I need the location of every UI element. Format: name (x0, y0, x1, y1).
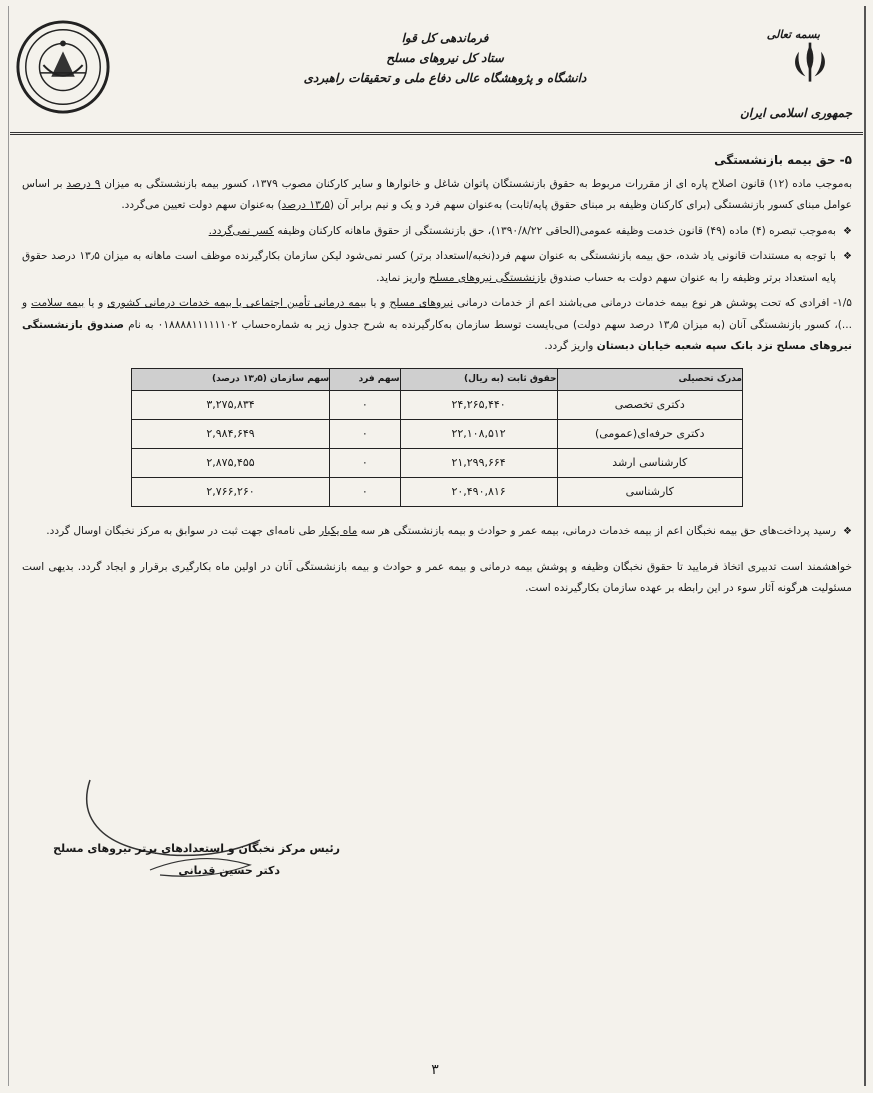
p15-text-c: و یا (88, 297, 104, 309)
bullet1-text: به‌موجب تبصره (۴) ماده (۴۹) قانون خدمت وظیفه عمومی(الحاقی ۱۳۹۰/۸/۲۲)، حق بازنشستگی از حقوق ماهانه کارکنان وظیفه (277, 224, 836, 237)
bullet-item (22, 521, 852, 543)
intro-text-2: بر اساس عوامل مبنای کسور بازنشستگی (برای کارکنان وظیفه بر مبنای حقوق پایه/ثابت) به‌عنوان سهم فرد و یک و نیم برابر آن ( (22, 177, 852, 211)
table-cell: دکتری تخصصی (557, 391, 742, 420)
bullet-diamond-icon: ❖ (843, 251, 852, 262)
table-cell: ۲۰,۴۹۰,۸۱۶ (400, 478, 557, 507)
paragraph-1-5 (22, 293, 852, 358)
p15-bold: صندوق بازنشستگی نیروهای مسلح نزد بانک سپه شعبه خیابان دبستان (22, 318, 852, 352)
intro-underline-2: ۱۳٫۵ درصد (281, 199, 330, 211)
header-line-3: دانشگاه و پژوهشگاه عالی دفاع ملی و تحقیقات راهبردی (303, 71, 587, 85)
p15-text-a: ۱/۵- افرادی که تحت پوشش هر نوع بیمه خدمات درمانی می‌باشند اعم از خدمات درمانی (456, 297, 852, 309)
header-divider (10, 132, 863, 135)
column-header: سهم سازمان (۱۳٫۵ درصد) (132, 368, 330, 391)
bullet3-text-end: طی نامه‌ای جهت ثبت در سوابق به مرکز نخبگان اوسال گردد. (46, 525, 316, 537)
table-cell: کارشناسی ارشد (557, 449, 742, 478)
table-cell: ۲,۹۸۴,۶۴۹ (132, 420, 330, 449)
bullet-diamond-icon: ❖ (843, 526, 852, 537)
table-cell: ۲۴,۲۶۵,۴۴۰ (400, 391, 557, 420)
p15-underline-3: بیمه سلامت (31, 297, 85, 309)
intro-text-1: به‌موجب ماده (۱۲) قانون اصلاح پاره ای از مقررات مربوط به حقوق بازنشستگان پاتوان شاغل و خانوارها و سایر کارکنان مصوب ۱۳۷۹، کسور بیمه بازنشستگی به میزان (104, 177, 853, 190)
army-seal-icon (14, 18, 112, 116)
p15-text-b: و یا (370, 297, 386, 309)
signatory-title: رئیس مرکز نخبگان و استعدادهای برتر نیروهای مسلح (53, 842, 340, 855)
letterhead (0, 0, 873, 140)
p15-text-e: واریز گردد. (544, 340, 594, 352)
intro-paragraph (22, 174, 852, 217)
table-cell: ۰ (330, 449, 401, 478)
intro-text-3: ) به‌عنوان سهم دولت تعیین می‌گردد. (121, 199, 282, 211)
institution-title (300, 28, 590, 88)
iran-emblem-icon (780, 40, 840, 92)
signatory-name: دکتر حسین قدیانی (178, 864, 280, 877)
table-cell: ۰ (330, 420, 401, 449)
bullet1-underline: کسر نمی‌گردد. (208, 224, 274, 237)
p15-text-d: و ...)، کسور بازنشستگی آنان (به میزان ۱۳٫۵ درصد سهم دولت) می‌بایست توسط سازمان به‌کارگیرنده به شرح جدول زیر به شماره‌حساب ۰۱۸۸۸۸۱۱۱۱۱۱۰۲ به نام (22, 297, 852, 331)
bullet-diamond-icon: ❖ (843, 225, 852, 237)
bullet3-text: رسید پرداخت‌های حق بیمه نخبگان اعم از بیمه خدمات درمانی، بیمه عمر و حوادث و بیمه بازنشستگی هر سه (360, 525, 836, 537)
table-cell: ۲,۷۶۶,۲۶۰ (132, 478, 330, 507)
section-title: ۵- حق بیمه بازنشستگی (714, 153, 852, 167)
table-row (132, 420, 743, 449)
table-cell: ۲۲,۱۰۸,۵۱۲ (400, 420, 557, 449)
header-line-1: فرماندهی کل قوا (401, 31, 489, 45)
header-line-2: ستاد کل نیروهای مسلح (386, 51, 504, 65)
bullet-item (22, 221, 852, 243)
table-cell: ۰ (330, 478, 401, 507)
bullet2-text: با توجه به مستندات قانونی یاد شده، حق بیمه بازنشستگی به عنوان سهم فرد(نخبه/استعداد برتر) کسر نمی‌شود لیکن سازمان بکارگیرنده موظف است ماهانه به میزان ۱۳٫۵ درصد حقوق پایه استعداد برتر وظیفه را به عنوان سهم دولت به حساب صندوق (22, 250, 836, 284)
table-cell: دکتری حرفه‌ای(عمومی) (557, 420, 742, 449)
intro-underline-1: ۹ درصد (66, 177, 101, 190)
table-cell: ۳,۲۷۵,۸۳۴ (132, 391, 330, 420)
bullet2-underline: بازنشستگی نیروهای مسلح (429, 271, 547, 284)
table-header-row (132, 368, 743, 391)
bullet3-underline: ماه یکبار (319, 525, 358, 537)
column-header: حقوق ثابت (به ریال) (400, 368, 557, 391)
column-header: مدرک تحصیلی (557, 368, 742, 391)
bismillah-text: بسمه تعالی (766, 28, 820, 41)
republic-name: جمهوری اسلامی ایران (739, 106, 852, 120)
table-cell: ۲,۸۷۵,۴۵۵ (132, 449, 330, 478)
table-cell: ۲۱,۲۹۹,۶۶۴ (400, 449, 557, 478)
column-header: سهم فرد (330, 368, 401, 391)
bullet2-text-end: واریز نماید. (376, 271, 426, 284)
signature-block (40, 838, 340, 882)
p15-underline-1: نیروهای مسلح (389, 297, 454, 309)
table-row (132, 478, 743, 507)
contribution-table (131, 368, 743, 508)
letter-body (22, 150, 852, 604)
page-number: ۳ (431, 1062, 439, 1078)
closing-paragraph: خواهشمند است تدبیری اتخاذ فرمایید تا حقوق نخبگان وظیفه و پوشش بیمه درمانی و بیمه عمر و حوادث و بیمه بازنشستگی آنان در اولین ماه بکارگیری برقرار و ایجاد گردد. بدیهی است مسئولیت هرگونه آثار سوء در این رابطه بر عهده سازمان بکارگیرنده است. (22, 560, 852, 594)
table-cell: ۰ (330, 391, 401, 420)
table-cell: کارشناسی (557, 478, 742, 507)
table-row (132, 449, 743, 478)
table-row (132, 391, 743, 420)
bullet-item (22, 246, 852, 289)
p15-underline-2: بیمه درمانی تأمین اجتماعی یا بیمه خدمات درمانی کشوری (107, 297, 367, 309)
